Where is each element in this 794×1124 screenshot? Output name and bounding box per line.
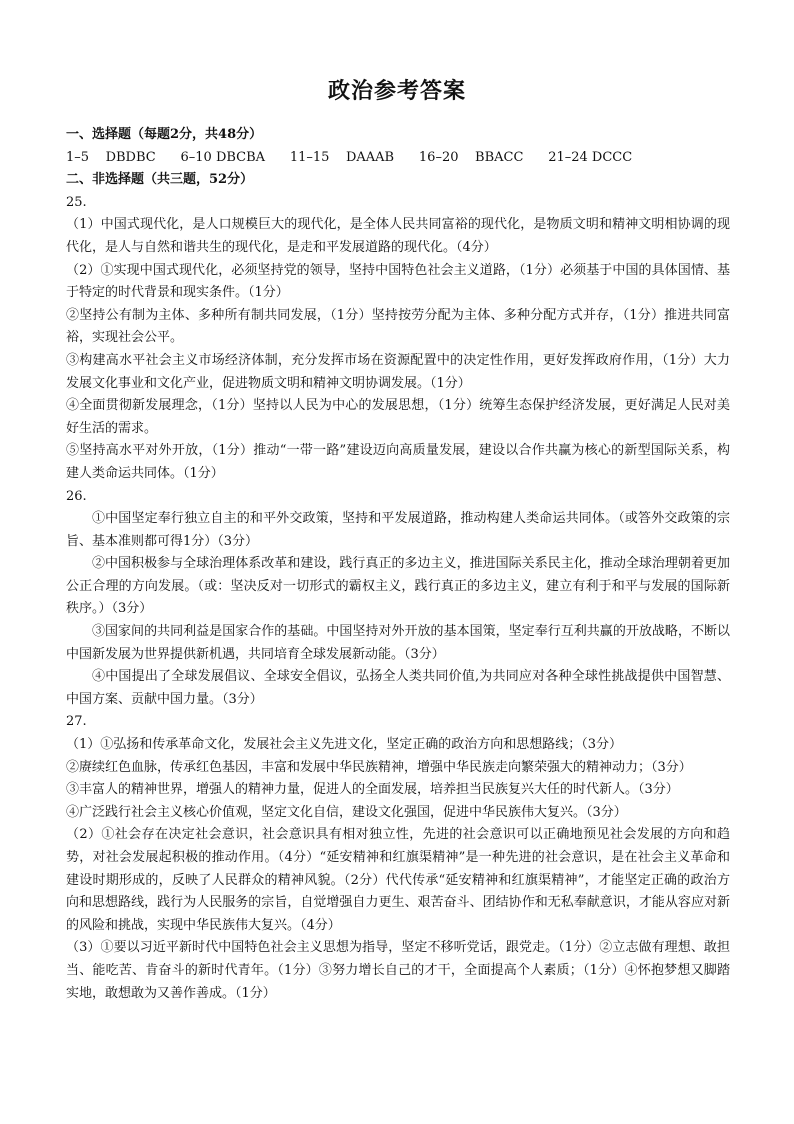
q26-point4: ④中国提出了全球发展倡议、全球安全倡议，弘扬全人类共同价值,为共同应对各种全球性挑战提供中国智慧、中国方案、贡献中国力量。（3分）	[66, 669, 730, 707]
q27-part2: （2）①社会存在决定社会意识，社会意识具有相对独立性，先进的社会意识可以正确地预见社会发展的方向和趋势，对社会发展起积极的推动作用。（4分）“延安精神和红旗渠精神”是一种先进的社会意识，是在社会主义革命和建设时期形成的，反映了人民群众的精神风貌。（2分）代代传承“延安精神和红旗渠精神”，才能坚定正确的政治方向和思想路线，践行为人民服务的宗旨，自觉增强自力更生、艰苦奋斗、团结协作和无私奉献意识，才能从容应对新的风险和挑战，实现中华民族伟大复兴。（4分）	[66, 827, 730, 933]
q25-part1: （1）中国式现代化，是人口规模巨大的现代化，是全体人民共同富裕的现代化，是物质文明和精神文明相协调的现代化，是人与自然和谐共生的现代化，是走和平发展道路的现代化。（4分）	[66, 217, 730, 255]
q27-part1: （1）①弘扬和传承革命文化，发展社会主义先进文化，坚定正确的政治方向和思想路线；（3分）	[66, 737, 623, 753]
q25-number: 25.	[66, 194, 87, 210]
q27-part3: （3）①要以习近平新时代中国特色社会主义思想为指导，坚定不移听党话，跟党走。（1分）②立志做有理想、敢担当、能吃苦、肯奋斗的新时代青年。（1分）③努力增长自己的才干，全面提高个人素质；（1分）④怀抱梦想又脚踏实地，敢想敢为又善作善成。（1分）	[66, 940, 730, 1001]
q26-point2: ②中国积极参与全球治理体系改革和建设，践行真正的多边主义，推进国际关系民主化，推动全球治理朝着更加公正合理的方向发展。（或：坚决反对一切形式的霸权主义，践行真正的多边主义，建立有利于和平与发展的国际新秩序。）（3分）	[66, 556, 730, 617]
q25-point4: ④全面贯彻新发展理念，（1分）坚持以人民为中心的发展思想，（1分）统筹生态保护经济发展，更好满足人民对美好生活的需求。	[66, 398, 730, 436]
q25-point5: ⑤坚持高水平对外开放，（1分）推动“一带一路”建设迈向高质量发展，建设以合作共赢为核心的新型国际关系，构建人类命运共同体。（1分）	[66, 443, 730, 481]
answer-content	[66, 124, 730, 1005]
section2-heading: 二、非选择题（共三题，52分）	[66, 172, 254, 188]
q27-point3: ③丰富人的精神世界，增强人的精神力量，促进人的全面发展，培养担当民族复兴大任的时代新人。（3分）	[66, 782, 679, 798]
q25-point3: ③构建高水平社会主义市场经济体制，充分发挥市场在资源配置中的决定性作用，更好发挥政府作用，（1分）大力发展文化事业和文化产业，促进物质文明和精神文明协调发展。（1分）	[66, 352, 730, 391]
q26-number: 26.	[66, 488, 87, 504]
section1-heading: 一、选择题（每题2分，共48分）	[66, 127, 263, 142]
q25-part2: （2）①实现中国式现代化，必须坚持党的领导，坚持中国特色社会主义道路，（1分）必须基于中国的具体国情、基于特定的时代背景和现实条件。（1分）	[66, 262, 730, 301]
q25-point2: ②坚持公有制为主体、多种所有制共同发展，（1分）坚持按劳分配为主体、多种分配方式并存，（1分）推进共同富裕，实现社会公平。	[66, 307, 730, 346]
q26-point3: ③国家间的共同利益是国家合作的基础。中国坚持对外开放的基本国策，坚定奉行互利共赢的开放战略，不断以中国新发展为世界提供新机遇，共同培育全球发展新动能。（3分）	[66, 624, 730, 662]
choice-answers: 1–5 DBDBC 6–10 DBCBA 11–15 DAAAB 16–20 BBACC 21–24 DCCC	[66, 149, 633, 165]
q27-point4: ④广泛践行社会主义核心价值观，坚定文化自信，建设文化强国，促进中华民族伟大复兴。（3分）	[66, 804, 627, 820]
q27-number: 27.	[66, 714, 87, 730]
q27-point2: ②赓续红色血脉，传承红色基因，丰富和发展中华民族精神，增强中华民族走向繁荣强大的精神动力；（3分）	[66, 759, 692, 775]
page-title: 政治参考答案	[327, 78, 466, 104]
q26-point1: ①中国坚定奉行独立自主的和平外交政策，坚持和平发展道路，推动构建人类命运共同体。（或答外交政策的宗旨、基本准则都可得1分）（3分）	[66, 511, 730, 549]
